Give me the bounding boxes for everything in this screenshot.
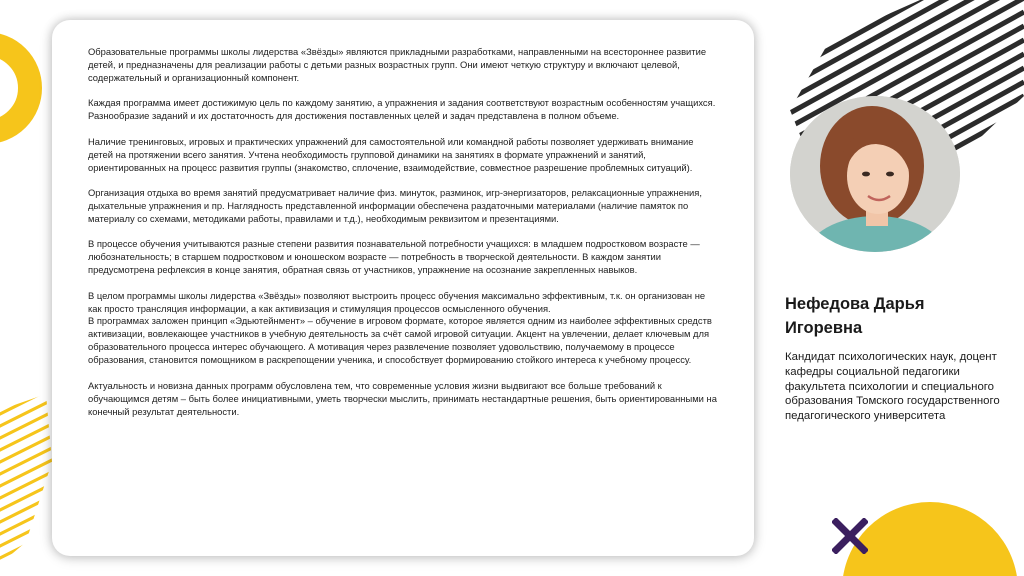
author-name-line1: Нефедова Дарья	[785, 295, 925, 313]
paragraph-exercises: Наличие тренинговых, игровых и практических упражнений для самостоятельной или командной работы позволяет удерживать внимание детей на протяжении всего занятия. Учтена необходимость групповой динамики на занятиях в формате упражнений и занятий, ориентированных на процесс развития группы (знакомство, сплочение, взаимодействие, совместное разрешение проблемных ситуаций).	[88, 135, 694, 173]
paragraph-rest-organization: Организация отдыха во время занятий предусматривает наличие физ. минуток, разминок, игр-энергизаторов, релаксационные упражнения, дыхательные упражнения и пр. Наглядность представленной информации обеспечена раздаточными материалами (наличие памяток по материалу со схемами, методиками работы, правилами и т.д.), необходимым реквизитом и презентациями.	[88, 187, 702, 224]
yellow-stripes-decoration	[0, 392, 56, 568]
author-name	[785, 292, 1005, 340]
content-card	[52, 20, 754, 556]
author-bio: Кандидат психологических наук, доцент кафедры социальной педагогики факультета психологии и специального образования Томского государственного педагогического университета	[785, 351, 1000, 423]
paragraph-relevance: Актуальность и новизна данных программ обусловлена тем, что современные условия жизни выдвигают все больше требований к обучающимся детям – быть более инициативными, уметь творчески мыслить, принимать нестандартные решения, быть ориентированными на конечный результат деятельности.	[88, 379, 717, 417]
author-photo	[790, 96, 960, 252]
paragraph-goals: Каждая программа имеет достижимую цель по каждому занятию, а упражнения и задания соответствуют возрастным особенностям учащихся. Разнообразие заданий и их достаточность для достижения поставленных целей и задач представлена в полном объеме.	[88, 97, 716, 122]
paragraph-edutainment: В программах заложен принцип «Эдьютейнмент» – обучение в игровом формате, которое является одним из наиболее эффективных средств активизации, вовлекающее участников в учебную деятельность за счёт самой игровой ситуации. Акцент на увлечении, делает ключевым для образовательного процесса интерес обучающего. А мотивация через развлечение позволяет удовольствию, получаемому в процессе образования, становится помощником в раскрепощении ученика, и способствует формированию стойкого интереса к учебному процессу.	[88, 315, 712, 366]
paragraph-efficiency: В целом программы школы лидерства «Звёзды» позволяют выстроить процесс обучения максимально эффективным, т.к. он организован не как просто трансляция информации, а как активизация и стимуляция процессов осмысленного обучения.	[88, 289, 706, 314]
paragraph-programs-overview: Образовательные программы школы лидерства «Звёзды» являются прикладными разработками, направленными на всестороннее развитие детей, и предназначены для реализации работы с детьми разных возрастных групп. Они имеют четкую структуру и включают целевой, содержательный и организационный компонент.	[88, 46, 707, 83]
author-name-line2: Игоревна	[785, 319, 863, 337]
paragraph-learning-process: В процессе обучения учитываются разные степени развития познавательной потребности учащихся: в младшем подростковом возрасте — любознательность; в старшем подростковом и юношеском возрасте — потребность в творческой деятельности. В каждом занятии предусмотрена рефлексия в конце занятия, обратная связь от участников, упражнение на осознание закрепленных навыков.	[88, 238, 700, 276]
yellow-ring-decoration	[0, 18, 48, 158]
purple-cross-decoration	[832, 518, 868, 554]
